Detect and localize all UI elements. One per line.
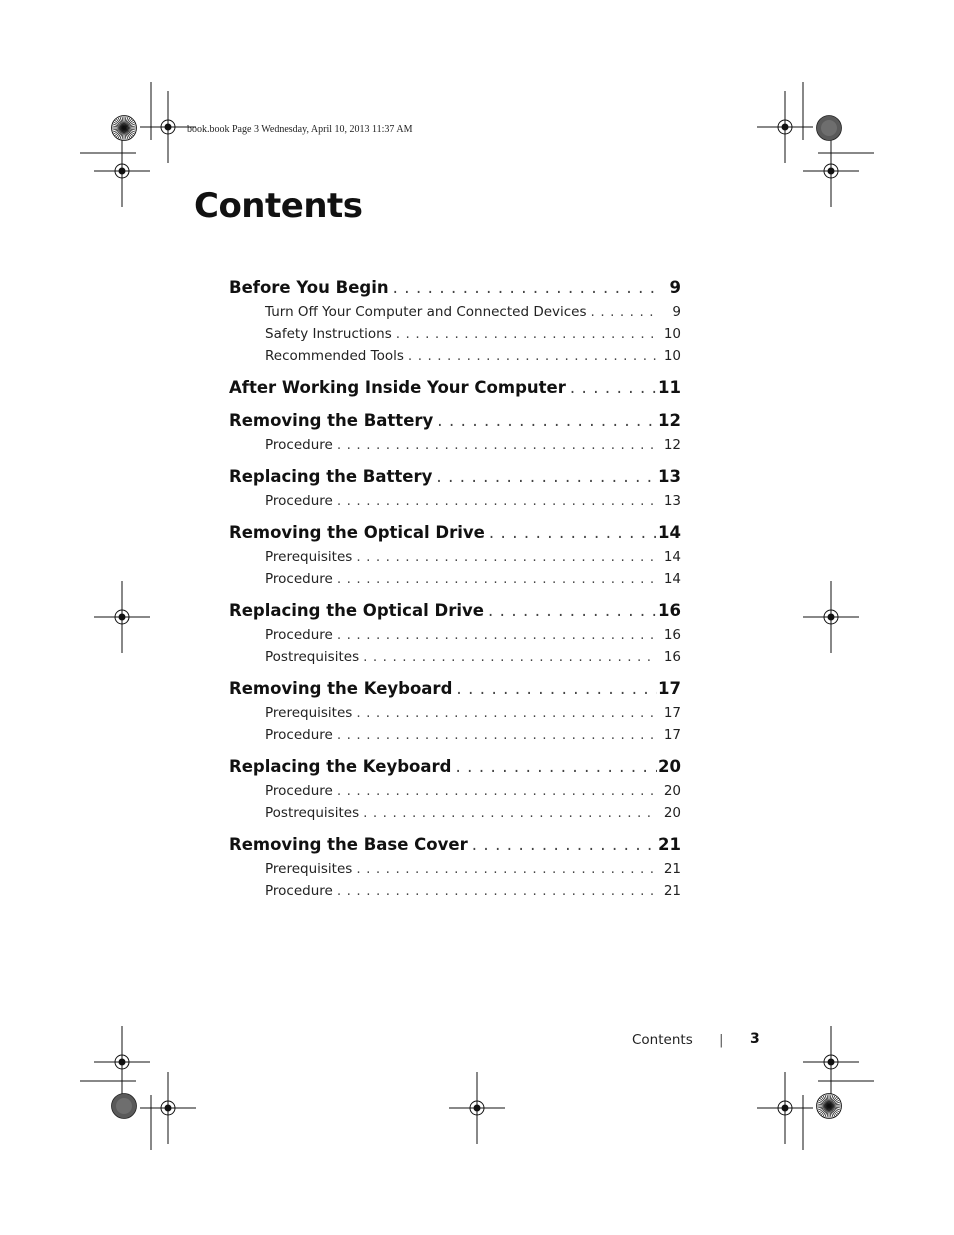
dot-leader: [352, 858, 657, 880]
gray-density-mark: [817, 116, 842, 141]
toc-chapter-title: Replacing the Battery: [229, 467, 433, 486]
toc-subsection-list: [229, 702, 681, 746]
registration-mark: [803, 581, 859, 653]
toc-subsection-title: Prerequisites: [265, 549, 353, 565]
toc-chapter-page: 21: [658, 835, 681, 854]
toc-chapter-entry[interactable]: [229, 276, 681, 300]
registration-mark: [94, 135, 150, 207]
registration-mark: [94, 1026, 150, 1098]
toc-subsection-title: Procedure: [265, 437, 333, 453]
toc-subsection-title: Postrequisites: [265, 649, 360, 665]
footer-section-label: Contents: [632, 1032, 693, 1048]
dot-leader: [451, 755, 657, 779]
toc-chapter: [229, 755, 681, 824]
toc-chapter-entry[interactable]: [229, 409, 681, 433]
toc-subsection-entry[interactable]: [229, 858, 681, 880]
dot-leader: [392, 323, 657, 345]
toc-subsection-entry[interactable]: [229, 724, 681, 746]
toc-subsection-entry[interactable]: [229, 624, 681, 646]
toc-subsection-entry[interactable]: [229, 301, 681, 323]
dot-leader: [352, 702, 657, 724]
toc-subsection-entry[interactable]: [229, 546, 681, 568]
toc-chapter-page: 14: [658, 523, 681, 542]
print-slug-line: book.book Page 3 Wednesday, April 10, 2013 11:37 AM: [187, 124, 413, 135]
toc-chapter-entry[interactable]: [229, 755, 681, 779]
dot-leader: [333, 434, 657, 456]
toc-subsection-list: [229, 780, 681, 824]
registration-mark: [757, 1072, 813, 1144]
toc-subsection-page: 12: [663, 437, 681, 453]
toc-subsection-entry[interactable]: [229, 490, 681, 512]
dot-leader: [333, 880, 657, 902]
toc-chapter-entry[interactable]: [229, 521, 681, 545]
toc-subsection-title: Prerequisites: [265, 705, 353, 721]
toc-chapter-title: Removing the Base Cover: [229, 835, 468, 854]
dot-leader: [389, 276, 657, 300]
toc-chapter: [229, 677, 681, 746]
toc-subsection-list: [229, 624, 681, 668]
toc-subsection-list: [229, 546, 681, 590]
toc-subsection-title: Postrequisites: [265, 805, 360, 821]
registration-mark: [449, 1072, 505, 1144]
toc-subsection-entry[interactable]: [229, 880, 681, 902]
toc-subsection-title: Safety Instructions: [265, 326, 392, 342]
table-of-contents: [229, 276, 681, 911]
toc-subsection-title: Procedure: [265, 627, 333, 643]
toc-subsection-page: 9: [672, 304, 681, 320]
dot-leader: [485, 521, 657, 545]
toc-subsection-page: 20: [663, 783, 681, 799]
toc-subsection-list: [229, 858, 681, 902]
toc-subsection-page: 17: [663, 727, 681, 743]
toc-subsection-page: 14: [663, 571, 681, 587]
dot-leader: [333, 624, 657, 646]
toc-subsection-entry[interactable]: [229, 323, 681, 345]
toc-chapter: [229, 376, 681, 400]
toc-subsection-title: Turn Off Your Computer and Connected Devices: [265, 304, 587, 320]
toc-subsection-title: Procedure: [265, 493, 333, 509]
toc-subsection-title: Procedure: [265, 571, 333, 587]
toc-subsection-entry[interactable]: [229, 434, 681, 456]
toc-subsection-entry[interactable]: [229, 802, 681, 824]
starburst-mark: [112, 116, 137, 141]
toc-subsection-page: 20: [663, 805, 681, 821]
toc-subsection-page: 14: [663, 549, 681, 565]
dot-leader: [352, 546, 657, 568]
registration-mark: [803, 135, 859, 207]
toc-subsection-page: 21: [663, 883, 681, 899]
registration-mark: [803, 1026, 859, 1098]
toc-subsection-entry[interactable]: [229, 702, 681, 724]
toc-subsection-page: 10: [663, 348, 681, 364]
dot-leader: [333, 490, 657, 512]
toc-chapter: [229, 521, 681, 590]
dot-leader: [359, 802, 657, 824]
registration-mark: [94, 581, 150, 653]
toc-chapter-title: Replacing the Optical Drive: [229, 601, 484, 620]
toc-subsection-list: [229, 490, 681, 512]
toc-subsection-entry[interactable]: [229, 780, 681, 802]
toc-subsection-page: 17: [663, 705, 681, 721]
dot-leader: [452, 677, 657, 701]
toc-chapter-page: 12: [658, 411, 681, 430]
toc-chapter-entry[interactable]: [229, 599, 681, 623]
footer-separator: |: [719, 1032, 724, 1048]
dot-leader: [404, 345, 657, 367]
toc-chapter-page: 16: [658, 601, 681, 620]
toc-subsection-entry[interactable]: [229, 646, 681, 668]
toc-subsection-page: 21: [663, 861, 681, 877]
gray-density-mark: [112, 1094, 137, 1119]
page-footer: [632, 1031, 760, 1048]
toc-subsection-entry[interactable]: [229, 345, 681, 367]
toc-chapter: [229, 599, 681, 668]
toc-subsection-page: 16: [663, 649, 681, 665]
toc-subsection-title: Procedure: [265, 783, 333, 799]
dot-leader: [333, 568, 657, 590]
dot-leader: [433, 409, 657, 433]
toc-subsection-page: 16: [663, 627, 681, 643]
toc-chapter-title: After Working Inside Your Computer: [229, 378, 566, 397]
dot-leader: [468, 833, 657, 857]
starburst-mark: [817, 1094, 842, 1119]
toc-chapter-page: 17: [658, 679, 681, 698]
toc-chapter-entry[interactable]: [229, 465, 681, 489]
toc-chapter-page: 9: [669, 278, 681, 297]
toc-chapter: [229, 833, 681, 902]
toc-chapter-entry[interactable]: [229, 833, 681, 857]
dot-leader: [432, 465, 657, 489]
toc-chapter-title: Removing the Optical Drive: [229, 523, 485, 542]
toc-subsection-title: Recommended Tools: [265, 348, 404, 364]
page-title: Contents: [194, 186, 363, 226]
toc-chapter-title: Replacing the Keyboard: [229, 757, 452, 776]
toc-chapter-title: Removing the Battery: [229, 411, 434, 430]
dot-leader: [333, 724, 657, 746]
dot-leader: [587, 301, 657, 323]
toc-subsection-title: Prerequisites: [265, 861, 353, 877]
toc-chapter: [229, 409, 681, 456]
toc-chapter-entry[interactable]: [229, 376, 681, 400]
dot-leader: [333, 780, 657, 802]
toc-subsection-page: 13: [663, 493, 681, 509]
toc-chapter-page: 20: [658, 757, 681, 776]
dot-leader: [484, 599, 657, 623]
toc-chapter-title: Removing the Keyboard: [229, 679, 453, 698]
dot-leader: [566, 376, 657, 400]
toc-subsection-list: [229, 434, 681, 456]
toc-subsection-list: [229, 301, 681, 367]
toc-subsection-page: 10: [663, 326, 681, 342]
registration-mark: [757, 91, 813, 163]
toc-chapter-page: 13: [658, 467, 681, 486]
footer-page-number: 3: [750, 1031, 760, 1047]
toc-subsection-title: Procedure: [265, 883, 333, 899]
toc-chapter: [229, 276, 681, 367]
registration-mark: [140, 1072, 196, 1144]
toc-chapter-entry[interactable]: [229, 677, 681, 701]
toc-chapter: [229, 465, 681, 512]
toc-subsection-entry[interactable]: [229, 568, 681, 590]
dot-leader: [359, 646, 657, 668]
toc-chapter-page: 11: [658, 378, 681, 397]
toc-subsection-title: Procedure: [265, 727, 333, 743]
toc-chapter-title: Before You Begin: [229, 278, 389, 297]
